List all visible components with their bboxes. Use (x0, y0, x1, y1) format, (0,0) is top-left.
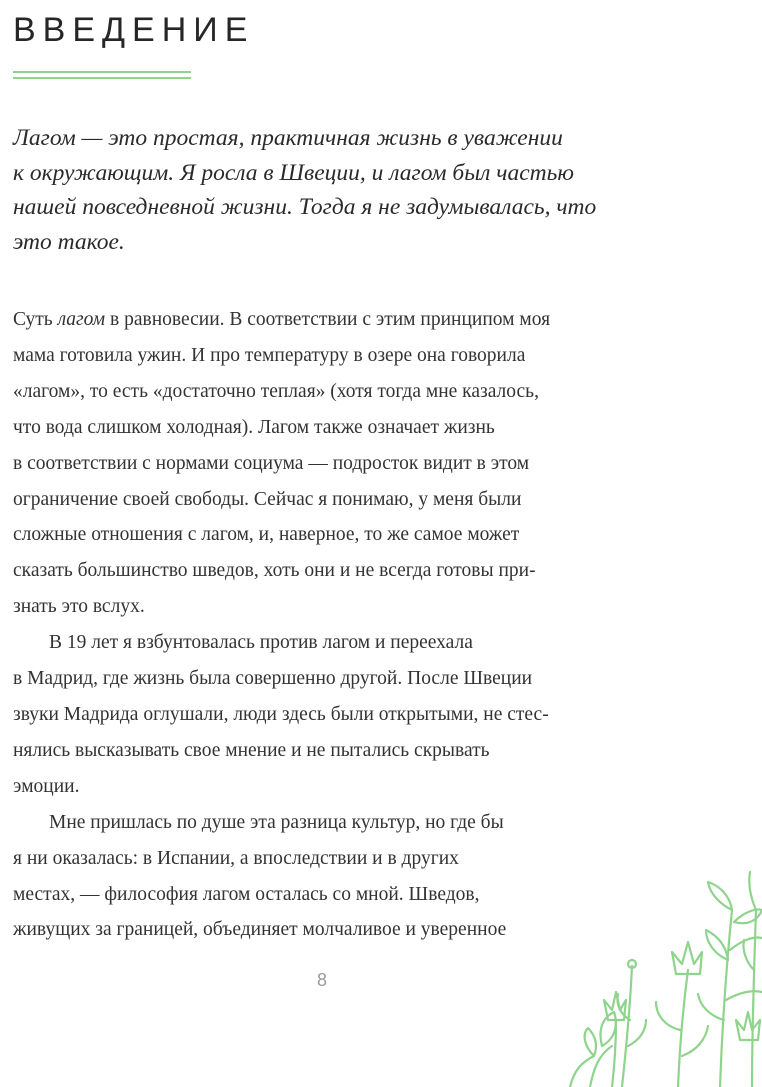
body-line: в соответствии с нормами социума — подросток видит в этом (13, 452, 530, 474)
body-line: я ни оказалась: в Испании, а впоследствии и в других (13, 847, 459, 869)
plant-sprigs-icon (560, 870, 762, 1087)
body-line: звуки Мадрида оглушали, люди здесь были открытыми, не стес- (13, 703, 549, 725)
body-line: ограничение своей свободы. Сейчас я понимаю, у меня были (13, 488, 522, 510)
body-line: нялись высказывать свое мнение и не пытались скрывать (13, 739, 490, 761)
chapter-title: ВВЕДЕНИЕ (13, 11, 255, 49)
body-line: живущих за границей, объединяет молчаливое и уверенное (13, 919, 507, 941)
title-underline-top (13, 71, 191, 73)
body-line: мама готовила ужин. И про температуру в озере она говорила (13, 344, 526, 366)
lead-line: это такое. (13, 228, 125, 255)
lead-line: Лагом — это простая, практичная жизнь в уважении (13, 125, 563, 151)
lead-paragraph (13, 121, 653, 259)
lead-line: нашей повседневной жизни. Тогда я не задумывалась, что (13, 194, 597, 220)
lead-line: к окружающим. Я росла в Швеции, и лагом был частью (13, 159, 574, 186)
body-line: в Мадрид, где жизнь была совершенно другой. После Швеции (13, 668, 533, 690)
page-number: 8 (316, 970, 327, 990)
body-line: эмоции. (13, 775, 80, 797)
body-line: В 19 лет я взбунтовалась против лагом и переехала (49, 632, 473, 654)
lagom-term: лагом (57, 309, 106, 330)
body-text (13, 302, 653, 948)
body-line: сказать большинство шведов, хоть они и не всегда готовы при- (13, 560, 536, 582)
body-line: что вода слишком холодная). Лагом также означает жизнь (13, 416, 495, 438)
body-line-start: Суть (13, 309, 58, 330)
body-line: «лагом», то есть «достаточно теплая» (хотя тогда мне казалось, (13, 380, 539, 402)
body-line: сложные отношения с лагом, и, наверное, то же самое может (13, 524, 520, 546)
body-line: Мне пришлась по душе эта разница культур, но где бы (49, 811, 504, 833)
body-line-rest: в равновесии. В соответствии с этим принципом моя (105, 309, 551, 330)
body-line: местах, — философия лагом осталась со мной. Шведов, (13, 883, 480, 905)
body-line: знать это вслух. (13, 596, 145, 618)
body-line (13, 302, 653, 338)
title-underline-bottom (13, 77, 191, 79)
